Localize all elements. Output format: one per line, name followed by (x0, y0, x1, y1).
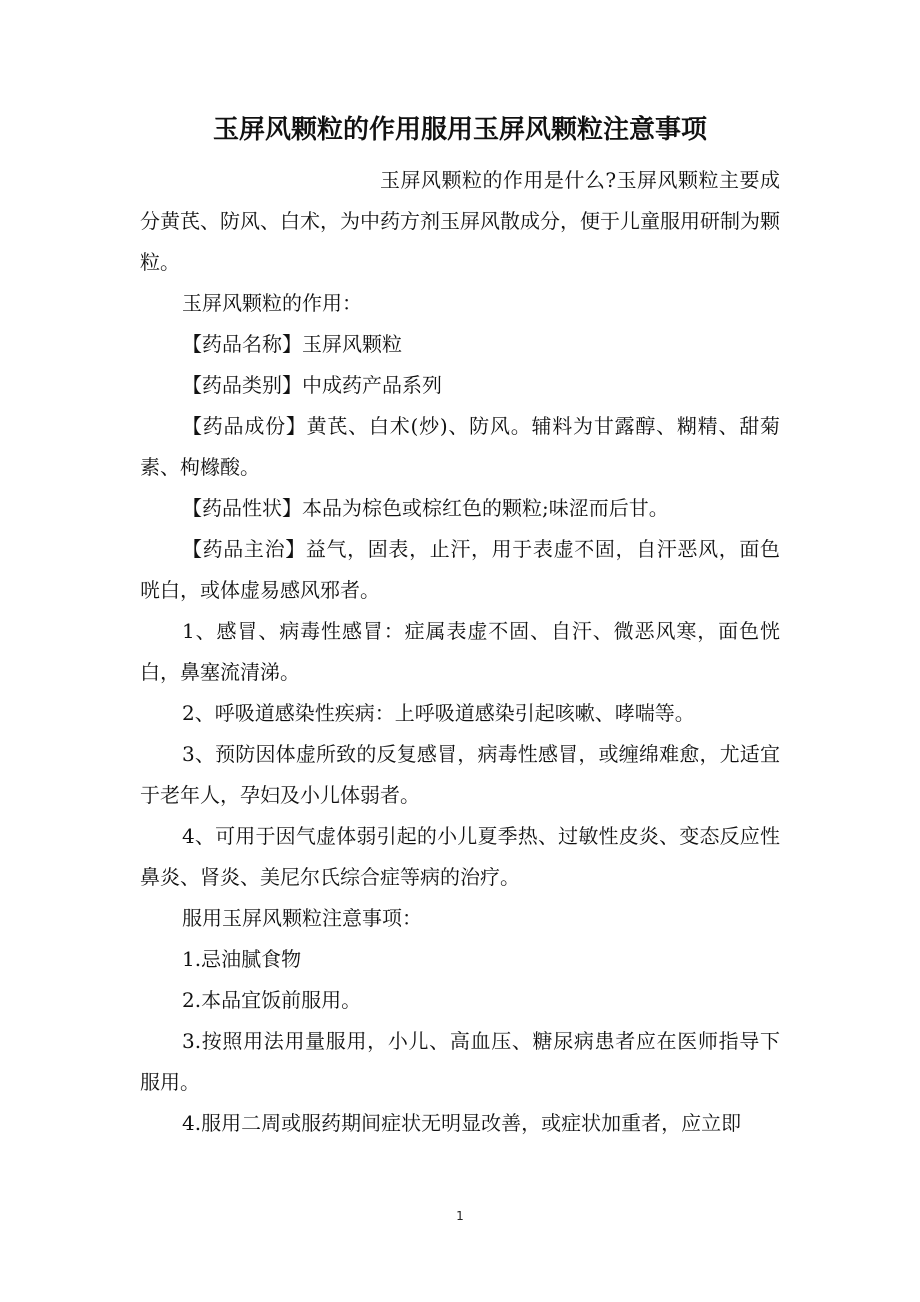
precaution-item-3: 3.按照用法用量服用，小儿、高血压、糖尿病患者应在医师指导下服用。 (140, 1029, 780, 1094)
precaution-item-1: 1.忌油腻食物 (182, 947, 302, 971)
drug-indications-line: 【药品主治】益气，固表，止汗，用于表虚不固，自汗恶风，面色咣白，或体虚易感风邪者。 (140, 537, 780, 602)
section-heading-effects: 玉屏风颗粒的作用： (182, 291, 362, 315)
drug-ingredients-line: 【药品成份】黄芪、白术(炒)、防风。辅料为甘露醇、糊精、甜菊素、枸橼酸。 (140, 414, 780, 479)
indication-item-2: 2、呼吸道感染性疾病：上呼吸道感染引起咳嗽、哮喘等。 (182, 701, 695, 725)
indication-item-3: 3、预防因体虚所致的反复感冒，病毒性感冒，或缠绵难愈，尤适宜于老年人，孕妇及小儿体弱者。 (140, 742, 780, 807)
document-title: 玉屏风颗粒的作用服用玉屏风颗粒注意事项 (212, 115, 707, 145)
document-body (140, 160, 780, 1144)
indication-item-4: 4、可用于因气虚体弱引起的小儿夏季热、过敏性皮炎、变态反应性鼻炎、肾炎、美尼尔氏综合症等病的治疗。 (140, 824, 780, 889)
intro-paragraph: 玉屏风颗粒的作用是什么?玉屏风颗粒主要成分黄芪、防风、白术，为中药方剂玉屏风散成分，便于儿童服用研制为颗粒。 (140, 168, 780, 274)
drug-appearance-line: 【药品性状】本品为棕色或棕红色的颗粒;味涩而后甘。 (182, 496, 669, 520)
page-number: 1 (456, 1209, 464, 1223)
precaution-item-2: 2.本品宜饭前服用。 (182, 988, 362, 1012)
section-heading-precautions: 服用玉屏风颗粒注意事项： (182, 906, 422, 930)
precaution-item-4: 4.服用二周或服药期间症状无明显改善，或症状加重者，应立即 (182, 1111, 742, 1135)
indication-item-1: 1、感冒、病毒性感冒：症属表虚不固、自汗、微恶风寒，面色恍白，鼻塞流清涕。 (140, 619, 780, 684)
drug-category-line: 【药品类别】中成药产品系列 (182, 373, 442, 397)
drug-name-line: 【药品名称】玉屏风颗粒 (182, 332, 402, 356)
